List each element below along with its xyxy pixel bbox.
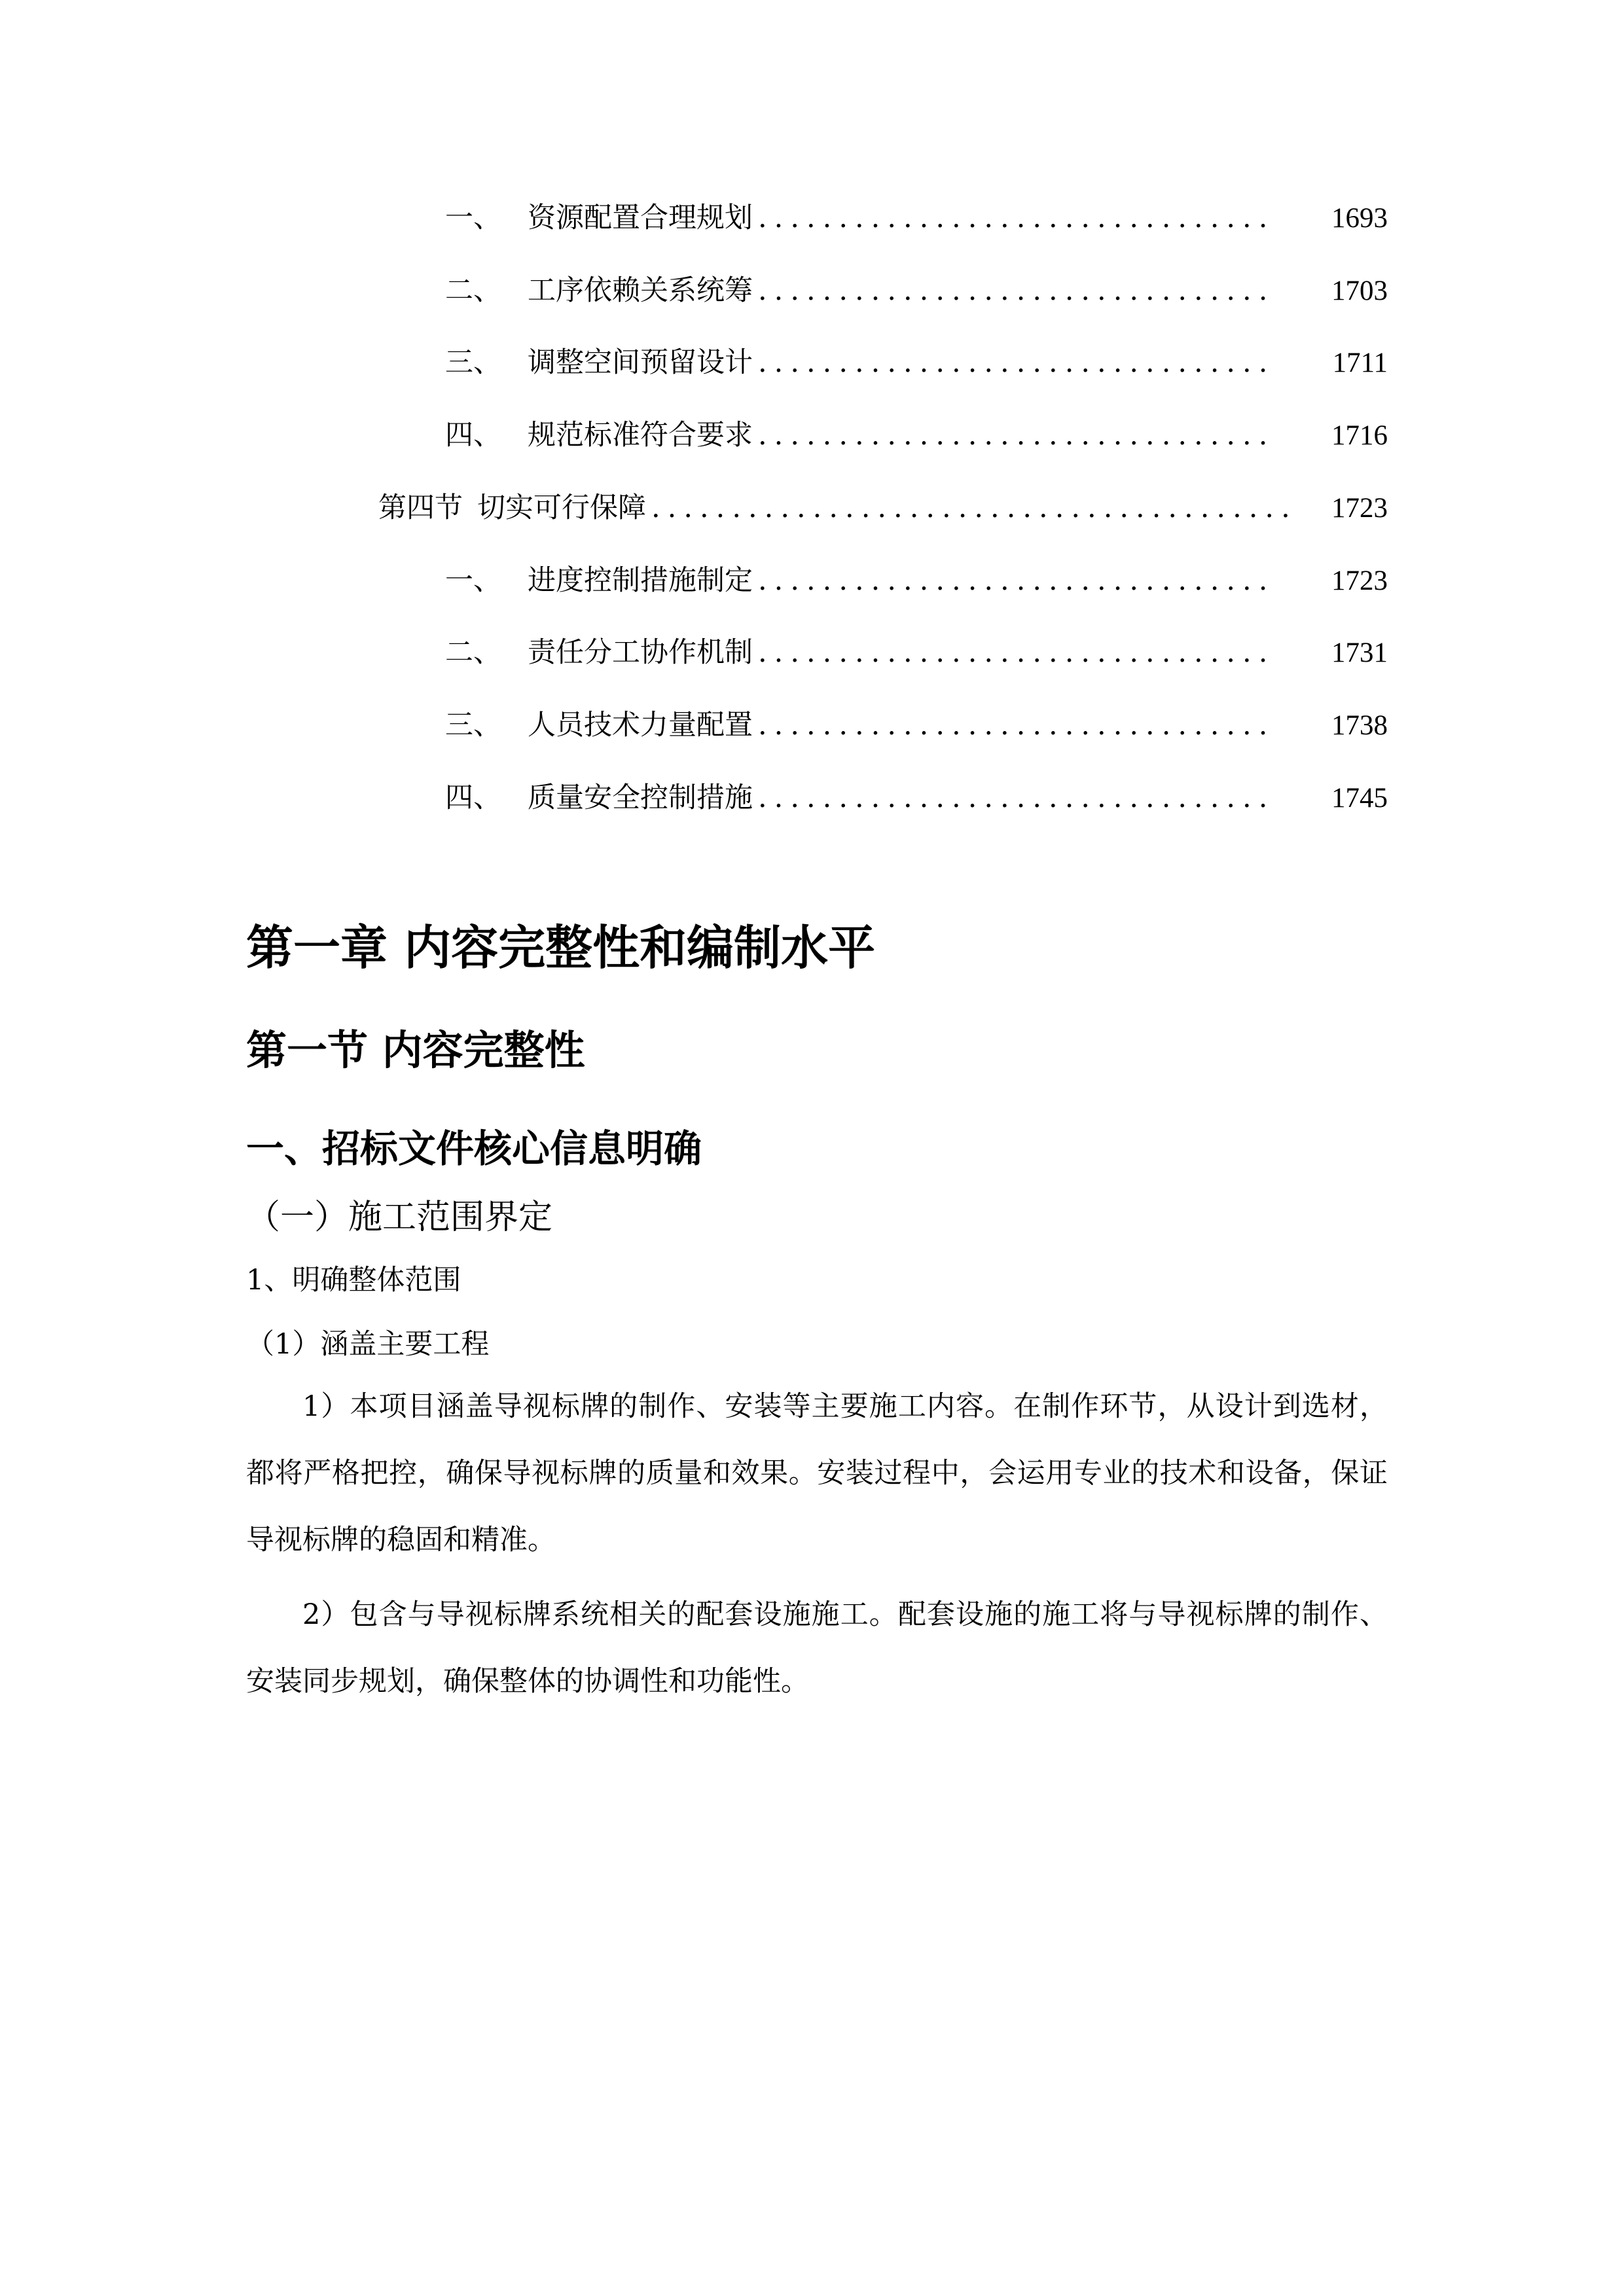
- toc-entry[interactable]: [445, 778, 1388, 818]
- toc-entry[interactable]: [445, 343, 1388, 383]
- body-paragraph-1: 1）本项目涵盖导视标牌的制作、安装等主要施工内容。在制作环节，从设计到选材，都将严格把控，确保导视标牌的质量和效果。安装过程中，会运用专业的技术和设备，保证导视标牌的稳固和精准。: [246, 1390, 1388, 1556]
- toc-page-number: 1703: [1331, 276, 1388, 306]
- toc-dot-leader: ................................: [758, 346, 1275, 379]
- sub-numbered-heading: （1）涵盖主要工程: [246, 1328, 490, 1361]
- toc-dot-leader: ................................: [758, 274, 1275, 307]
- toc-page-number: 1711: [1332, 348, 1388, 378]
- section-title: 第一节 内容完整性: [246, 1026, 585, 1074]
- numbered-heading: 1、明确整体范围: [246, 1264, 461, 1297]
- chapter-title: 第一章 内容完整性和编制水平: [246, 920, 876, 975]
- toc-section-entry[interactable]: [378, 488, 1388, 528]
- toc-entry-title: 资源配置合理规划: [528, 202, 753, 234]
- toc-entry-number: 三、: [445, 709, 501, 742]
- toc-entry-number: 二、: [445, 636, 501, 669]
- toc-entry[interactable]: [445, 633, 1388, 673]
- toc-entry-title: 规范标准符合要求: [528, 419, 753, 452]
- toc-dot-leader: ................................: [758, 781, 1275, 814]
- toc-entry-number: 二、: [445, 274, 501, 307]
- toc-entry-number: 一、: [445, 564, 501, 597]
- toc-entry-number: 三、: [445, 346, 501, 379]
- toc-page-number: 1738: [1331, 710, 1388, 741]
- toc-entry[interactable]: [445, 561, 1388, 601]
- toc-dot-leader: ........................................: [651, 492, 1297, 524]
- toc-entry-number: 四、: [445, 781, 501, 814]
- toc-page-number: 1723: [1331, 493, 1388, 524]
- toc-entry-title: 工序依赖关系统筹: [528, 274, 753, 307]
- toc-entry-number: 四、: [445, 419, 501, 452]
- toc-entry[interactable]: [445, 271, 1388, 311]
- toc-entry-title: 责任分工协作机制: [528, 636, 753, 669]
- paren-heading: （一）施工范围界定: [246, 1198, 553, 1237]
- toc-page-number: 1693: [1331, 203, 1388, 234]
- toc-entry-title: 进度控制措施制定: [528, 564, 753, 597]
- toc-section-label: 第四节: [378, 492, 463, 524]
- toc-entry-title: 切实可行保障: [477, 492, 646, 524]
- toc-page-number: 1745: [1331, 783, 1388, 814]
- toc-entry-number: 一、: [445, 202, 501, 234]
- toc-page-number: 1716: [1331, 420, 1388, 451]
- toc-dot-leader: ................................: [758, 419, 1275, 452]
- subsection-title: 一、招标文件核心信息明确: [246, 1126, 702, 1171]
- toc-dot-leader: ................................: [758, 202, 1275, 234]
- toc-dot-leader: ................................: [758, 636, 1275, 669]
- toc-entry[interactable]: [445, 706, 1388, 745]
- toc-page-number: 1723: [1331, 565, 1388, 596]
- body-paragraph-2: 2）包含与导视标牌系统相关的配套设施施工。配套设施的施工将与导视标牌的制作、安装同步规划，确保整体的协调性和功能性。: [246, 1598, 1388, 1698]
- toc-entry[interactable]: [445, 416, 1388, 456]
- toc-entry-title: 质量安全控制措施: [528, 781, 753, 814]
- toc-page-number: 1731: [1331, 637, 1388, 668]
- toc-entry-title: 调整空间预留设计: [528, 346, 753, 379]
- toc-dot-leader: ................................: [758, 709, 1275, 742]
- toc-dot-leader: ................................: [758, 564, 1275, 597]
- toc-entry-title: 人员技术力量配置: [528, 709, 753, 742]
- toc-entry[interactable]: [445, 198, 1388, 238]
